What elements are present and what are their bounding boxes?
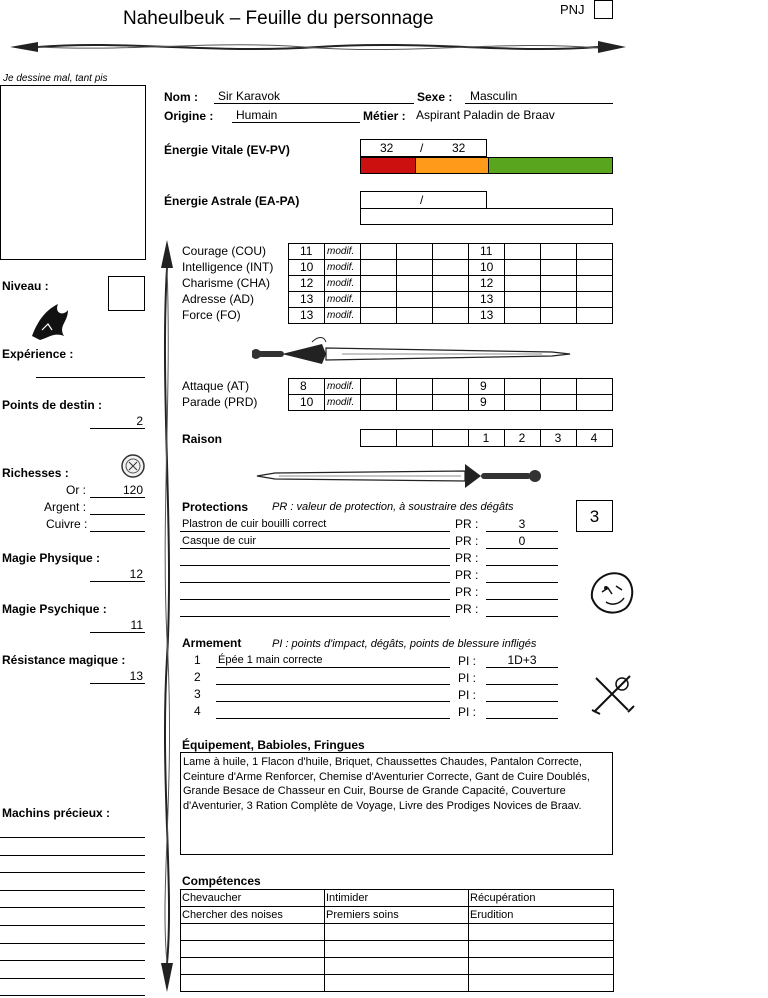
- niveau-box[interactable]: [108, 276, 145, 311]
- stats-cell[interactable]: [540, 307, 577, 324]
- pi-line: [486, 701, 558, 702]
- competence-name: Chevaucher: [182, 892, 242, 904]
- stats-label: Adresse (AD): [182, 292, 255, 306]
- weapon-number: 2: [194, 670, 201, 684]
- combat-base-value[interactable]: 8: [300, 379, 307, 393]
- weapon-name[interactable]: Épée 1 main correcte: [218, 654, 323, 666]
- stats-cell[interactable]: [576, 307, 613, 324]
- metier-value[interactable]: Aspirant Paladin de Braav: [416, 108, 555, 122]
- magie-psychique-label: Magie Psychique :: [2, 602, 107, 616]
- drawing-caption: Je dessine mal, tant pis: [3, 73, 108, 84]
- weapon-number: 1: [194, 653, 201, 667]
- pr-line: [486, 548, 558, 549]
- ev-label: Énergie Vitale (EV-PV): [164, 143, 290, 157]
- raison-number: 2: [518, 431, 526, 445]
- protection-line: [180, 531, 450, 532]
- stats-cell[interactable]: [576, 275, 613, 292]
- armement-label: Armement: [182, 636, 242, 650]
- destin-line: [90, 428, 145, 429]
- weapon-line: [216, 684, 450, 685]
- pr-label: PR :: [455, 568, 479, 582]
- combat-label: Attaque (AT): [182, 379, 250, 393]
- resistance-label: Résistance magique :: [2, 653, 126, 667]
- machins-line[interactable]: [0, 925, 145, 926]
- combat-cell[interactable]: [432, 378, 469, 395]
- magie-psychique-line: [90, 632, 145, 633]
- competence-cell[interactable]: [180, 957, 325, 975]
- origine-value[interactable]: Humain: [236, 108, 278, 122]
- raison-number: 4: [590, 431, 598, 445]
- spear-vertical: [156, 238, 178, 996]
- stats-cell[interactable]: [360, 259, 397, 276]
- protections-total[interactable]: 3: [589, 507, 600, 526]
- pr-label: PR :: [455, 585, 479, 599]
- protection-name[interactable]: Plastron de cuir bouilli correct: [182, 518, 327, 530]
- stats-cell[interactable]: [396, 275, 433, 292]
- stats-total-value[interactable]: 12: [480, 276, 494, 290]
- raison-cell[interactable]: [396, 429, 433, 447]
- pnj-checkbox[interactable]: [594, 0, 613, 19]
- combat-total-value[interactable]: 9: [480, 379, 487, 393]
- sexe-line: [465, 103, 613, 104]
- combat-cell[interactable]: [576, 394, 613, 411]
- ev-separator: /: [420, 141, 424, 155]
- combat-cell[interactable]: [504, 378, 541, 395]
- competence-cell[interactable]: [324, 923, 469, 941]
- pi-label: PI :: [458, 688, 477, 702]
- weapon-line: [216, 667, 450, 668]
- machins-line[interactable]: [0, 943, 145, 944]
- nom-value[interactable]: Sir Karavok: [218, 89, 281, 103]
- combat-cell[interactable]: [540, 394, 577, 411]
- competence-name: Premiers soins: [326, 909, 399, 921]
- combat-cell[interactable]: [396, 378, 433, 395]
- stats-cell[interactable]: [432, 275, 469, 292]
- competence-cell[interactable]: [324, 957, 469, 975]
- pr-label: PR :: [455, 551, 479, 565]
- competence-name: Erudition: [470, 909, 514, 921]
- protection-pr-value[interactable]: 0: [518, 534, 526, 548]
- or-value[interactable]: 120: [122, 483, 143, 497]
- machins-line[interactable]: [0, 907, 145, 908]
- weapon-line: [216, 718, 450, 719]
- experience-label: Expérience :: [2, 347, 74, 361]
- raison-label: Raison: [182, 432, 223, 446]
- competences-label: Compétences: [182, 874, 261, 888]
- magie-physique-line: [90, 581, 145, 582]
- magie-physique-label: Magie Physique :: [2, 551, 101, 565]
- stats-base-value[interactable]: 11: [300, 244, 313, 258]
- combat-cell[interactable]: [576, 378, 613, 395]
- combat-total-value[interactable]: 9: [480, 395, 487, 409]
- machins-line[interactable]: [0, 855, 145, 856]
- stats-cell[interactable]: [360, 275, 397, 292]
- stats-cell[interactable]: [504, 307, 541, 324]
- experience-line[interactable]: [36, 377, 145, 378]
- stats-cell[interactable]: [432, 307, 469, 324]
- ea-label: Énergie Astrale (EA-PA): [164, 194, 300, 208]
- stats-total-value[interactable]: 13: [480, 292, 494, 306]
- stats-modif-label: modif.: [327, 246, 355, 257]
- dragon-illustration: [28, 300, 72, 342]
- machins-line[interactable]: [0, 960, 145, 961]
- origine-label: Origine :: [164, 109, 214, 123]
- portrait-frame[interactable]: [0, 85, 146, 260]
- stats-modif-label: modif.: [327, 310, 355, 321]
- stats-cell[interactable]: [396, 243, 433, 260]
- machins-line[interactable]: [0, 995, 145, 996]
- stats-cell[interactable]: [396, 291, 433, 308]
- stats-cell[interactable]: [504, 291, 541, 308]
- raison-number: 1: [482, 431, 490, 445]
- cuivre-label: Cuivre :: [46, 517, 88, 531]
- equipement-line: Ceinture d'Arme Renforcer, Chemise d'Aventurier Correcte, Gant de Cuire Doublés,: [183, 770, 590, 783]
- stats-base-value[interactable]: 10: [300, 260, 314, 274]
- protections-label: Protections: [182, 500, 249, 514]
- stats-cell[interactable]: [504, 243, 541, 260]
- protections-note: PR : valeur de protection, à soustraire des dégâts: [272, 501, 514, 513]
- stats-label: Courage (COU): [182, 244, 267, 258]
- stats-label: Charisme (CHA): [182, 276, 271, 290]
- resistance-line: [90, 683, 145, 684]
- ev-bar: [360, 157, 613, 174]
- stats-cell[interactable]: [540, 243, 577, 260]
- stats-cell[interactable]: [540, 275, 577, 292]
- destin-label: Points de destin :: [2, 398, 103, 412]
- protection-line: [180, 565, 450, 566]
- spear-divider-top: [8, 36, 628, 58]
- sexe-value[interactable]: Masculin: [470, 89, 518, 103]
- nom-label: Nom :: [164, 90, 198, 104]
- pi-line: [486, 684, 558, 685]
- stats-cell[interactable]: [432, 243, 469, 260]
- combat-cell[interactable]: [540, 378, 577, 395]
- stats-cell[interactable]: [576, 291, 613, 308]
- richesses-label: Richesses :: [2, 466, 69, 480]
- weapon-number: 3: [194, 687, 201, 701]
- magie-psychique-value[interactable]: 11: [130, 618, 143, 632]
- ea-value-box[interactable]: [360, 191, 487, 209]
- stats-base-value[interactable]: 13: [300, 308, 314, 322]
- combat-cell[interactable]: [360, 378, 397, 395]
- stats-base-value[interactable]: 12: [300, 276, 314, 290]
- combat-cell[interactable]: [504, 394, 541, 411]
- ev-current[interactable]: 32: [380, 141, 394, 155]
- pr-label: PR :: [455, 534, 479, 548]
- competence-name: Récupération: [470, 892, 536, 904]
- combat-cell[interactable]: [396, 394, 433, 411]
- combat-modif-label: modif.: [327, 381, 355, 392]
- niveau-label: Niveau :: [2, 279, 49, 293]
- ea-bar: [360, 208, 613, 225]
- competence-cell[interactable]: [324, 940, 469, 958]
- raison-number: 3: [554, 431, 562, 445]
- pr-label: PR :: [455, 602, 479, 616]
- machins-line[interactable]: [0, 890, 145, 891]
- combat-base-value[interactable]: 10: [300, 395, 314, 409]
- pi-label: PI :: [458, 705, 477, 719]
- beast-illustration: [586, 568, 638, 618]
- metier-label: Métier :: [363, 109, 406, 123]
- origine-line: [232, 122, 360, 123]
- weapon-line: [216, 701, 450, 702]
- competence-cell[interactable]: [468, 940, 614, 958]
- ea-separator: /: [420, 193, 424, 207]
- competence-cell[interactable]: [180, 974, 325, 992]
- stats-modif-label: modif.: [327, 278, 355, 289]
- machins-label: Machins précieux :: [2, 806, 111, 820]
- protection-line: [180, 582, 450, 583]
- stats-label: Intelligence (INT): [182, 260, 274, 274]
- stats-modif-label: modif.: [327, 294, 355, 305]
- armement-note: PI : points d'impact, dégâts, points de blessure infligés: [272, 638, 537, 650]
- competence-cell[interactable]: [180, 923, 325, 941]
- ev-bar-orange: [416, 158, 489, 173]
- machins-line[interactable]: [0, 837, 145, 838]
- ev-bar-green: [489, 158, 612, 173]
- machins-line[interactable]: [0, 872, 145, 873]
- argent-line[interactable]: [90, 514, 145, 515]
- competence-cell[interactable]: [468, 923, 614, 941]
- protection-line: [180, 548, 450, 549]
- competence-cell[interactable]: [468, 957, 614, 975]
- page-title: Naheulbeuk – Feuille du personnage: [123, 8, 434, 29]
- argent-label: Argent :: [44, 500, 87, 514]
- stats-cell[interactable]: [540, 259, 577, 276]
- stats-base-value[interactable]: 13: [300, 292, 314, 306]
- competence-cell[interactable]: [180, 940, 325, 958]
- magie-physique-value[interactable]: 12: [129, 567, 143, 581]
- competence-cell[interactable]: [468, 974, 614, 992]
- combat-label: Parade (PRD): [182, 395, 258, 409]
- raison-cell[interactable]: [432, 429, 469, 447]
- weapon-number: 4: [194, 704, 201, 718]
- pr-line: [486, 616, 558, 617]
- pi-line: [486, 718, 558, 719]
- competence-cell[interactable]: [324, 974, 469, 992]
- stats-cell[interactable]: [360, 243, 397, 260]
- stats-total-value[interactable]: 11: [480, 244, 493, 258]
- ev-max[interactable]: 32: [452, 141, 466, 155]
- stats-label: Force (FO): [182, 308, 241, 322]
- coin-icon: [120, 453, 146, 479]
- pr-line: [486, 565, 558, 566]
- pr-line: [486, 582, 558, 583]
- ev-bar-red: [361, 158, 416, 173]
- stats-cell[interactable]: [504, 259, 541, 276]
- stats-cell[interactable]: [360, 291, 397, 308]
- pnj-label: PNJ: [560, 2, 585, 17]
- pr-label: PR :: [455, 517, 479, 531]
- sexe-label: Sexe :: [417, 90, 453, 104]
- cuivre-line[interactable]: [90, 531, 145, 532]
- destin-value[interactable]: 2: [136, 414, 143, 428]
- protection-name[interactable]: Casque de cuir: [182, 535, 256, 547]
- weapon-pi-value[interactable]: 1D+3: [507, 653, 537, 667]
- pi-line: [486, 667, 558, 668]
- pr-line: [486, 599, 558, 600]
- equipement-label: Équipement, Babioles, Fringues: [182, 738, 365, 752]
- competence-name: Intimider: [326, 892, 369, 904]
- or-label: Or :: [66, 483, 86, 497]
- competence-name: Chercher des noises: [182, 909, 283, 921]
- resistance-value[interactable]: 13: [129, 669, 143, 683]
- stats-cell[interactable]: [360, 307, 397, 324]
- sword-illustration-2: [255, 456, 545, 496]
- equipement-line: d'Aventurier, 3 Ration Complète de Voyage, Livre des Prodiges Novices de Braav.: [183, 799, 582, 812]
- pr-line: [486, 531, 558, 532]
- stats-cell[interactable]: [576, 259, 613, 276]
- stats-cell[interactable]: [576, 243, 613, 260]
- stats-modif-label: modif.: [327, 262, 355, 273]
- or-line: [90, 497, 145, 498]
- protection-line: [180, 599, 450, 600]
- equipement-line: Lame à huile, 1 Flacon d'huile, Briquet, Chaussettes Chaudes, Pantalon Correcte,: [183, 756, 582, 768]
- equipement-line: Grande Besace de Chasseur en Cuir, Bourse de Grande Capacité, Couverture: [183, 785, 566, 797]
- combat-cell[interactable]: [360, 394, 397, 411]
- stats-cell[interactable]: [432, 291, 469, 308]
- nom-line: [214, 103, 414, 104]
- raison-cell[interactable]: [360, 429, 397, 447]
- protection-line: [180, 616, 450, 617]
- stats-cell[interactable]: [396, 259, 433, 276]
- pi-label: PI :: [458, 671, 477, 685]
- sword-illustration-1: [252, 334, 572, 374]
- combat-cell[interactable]: [432, 394, 469, 411]
- stats-cell[interactable]: [396, 307, 433, 324]
- stats-cell[interactable]: [504, 275, 541, 292]
- stats-total-value[interactable]: 13: [480, 308, 494, 322]
- stats-cell[interactable]: [540, 291, 577, 308]
- crossed-weapons-illustration: [588, 670, 638, 718]
- stats-total-value[interactable]: 10: [480, 260, 494, 274]
- stats-cell[interactable]: [432, 259, 469, 276]
- pi-label: PI :: [458, 654, 477, 668]
- machins-line[interactable]: [0, 978, 145, 979]
- combat-modif-label: modif.: [327, 397, 355, 408]
- protection-pr-value[interactable]: 3: [518, 517, 526, 531]
